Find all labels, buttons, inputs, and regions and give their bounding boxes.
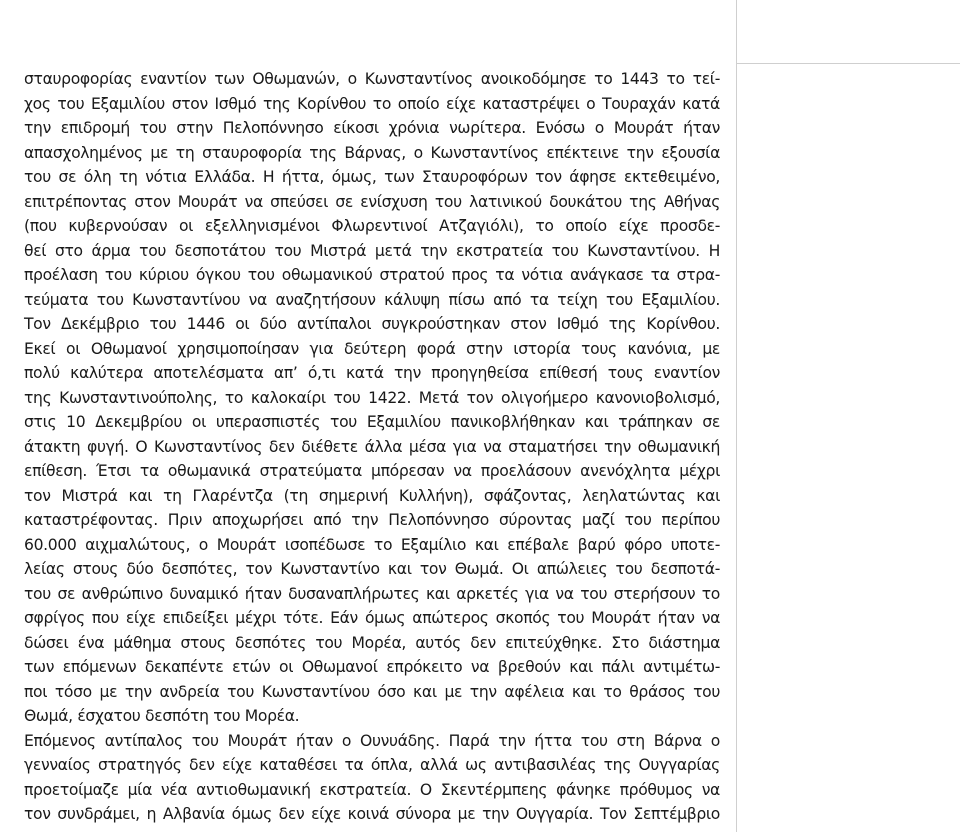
- text-line: τον Μιστρά και τη Γλαρέντζα (τη σημερινή Κυλλήνη), σφάζοντας, λεηλατώντας και: [24, 486, 720, 505]
- text-line: τον συνδράμει, η Αλβανία όμως δεν είχε κοινά σύνορα με την Ουγγαρία. Τον Σεπτέμβριο: [24, 805, 720, 823]
- page-trim-line: [736, 0, 737, 832]
- text-line: σταυροφορίας εναντίον των Οθωμανών, ο Κωνσταντίνος ανοικοδόμησε το 1443 το τεί-: [24, 70, 720, 88]
- text-line: λείας στους δύο δεσπότες, τον Κωνσταντίνο και τον Θωμά. Οι απώλειες του δεσποτά-: [24, 560, 720, 578]
- text-line: την επιδρομή του στην Πελοπόννησο είκοσι χρόνια νωρίτερα. Ενόσω ο Μουράτ ήταν: [24, 119, 720, 137]
- text-line: του σε ανθρώπινο δυναμικό ήταν δυσαναπλήρωτες και αρκετές για να του στερήσουν το: [24, 584, 720, 603]
- text-line: στις 10 Δεκεμβρίου οι υπερασπιστές του Εξαμιλίου πανικοβλήθηκαν και τράπηκαν σε: [24, 413, 720, 431]
- text-line: χος του Εξαμιλίου στον Ισθμό της Κορίνθου το οποίο είχε καταστρέψει ο Τουραχάν κατά: [24, 94, 720, 113]
- text-line: Εκεί οι Οθωμανοί χρησιμοποίησαν για δεύτερη φορά στην ιστορία τους κανόνια, με: [24, 339, 720, 358]
- text-line: προέλαση του κύριου όγκου του οθωμανικού στρατού προς τα νότια ανάγκασε τα στρα-: [24, 266, 720, 284]
- text-line: Τον Δεκέμβριο του 1446 οι δύο αντίπαλοι συγκρούστηκαν στον Ισθμό της Κορίνθου.: [24, 315, 720, 333]
- text-line: επιτρέποντας στον Μουράτ να σπεύσει σε ενίσχυση του λατινικού δουκάτου της Αθήνας: [24, 192, 720, 211]
- text-line: των επόμενων δεκαπέντε ετών οι Οθωμανοί επρόκειτο να βρεθούν και πάλι αντιμέτω-: [24, 658, 720, 676]
- text-line: καταστρέφοντας. Πριν αποχωρήσει από την Πελοπόννησο σύροντας μαζί του περίπου: [24, 511, 720, 529]
- text-line: άτακτη φυγή. Ο Κωνσταντίνος δεν διέθετε άλλα μέσα για να σταματήσει την οθωμανική: [24, 437, 720, 456]
- text-line: τεύματα του Κωνσταντίνου να αναζητήσουν κάλυψη πίσω από τα τείχη του Εξαμιλίου.: [24, 290, 720, 309]
- body-text: [24, 67, 720, 827]
- text-line: Επόμενος αντίπαλος του Μουράτ ήταν ο Ουνυάδης. Παρά την ήττα του στη Βάρνα ο: [24, 731, 720, 750]
- text-line: της Κωνσταντινούπολης, το καλοκαίρι του 1422. Μετά τον ολιγοήμερο κανονιοβολισμό,: [24, 388, 720, 407]
- text-line: θεί στο άρμα του δεσποτάτου του Μιστρά μετά την εκστρατεία του Κωνσταντίνου. Η: [24, 241, 720, 260]
- text-line: πολύ καλύτερα αποτελέσματα απ’ ό,τι κατά την προηγηθείσα επίθεσή τους εναντίον: [24, 364, 720, 382]
- text-line: Θωμά, έσχατου δεσπότη του Μορέα.: [24, 707, 300, 725]
- page-crop-line: [736, 63, 960, 64]
- text-line: απασχολημένος με τη σταυροφορία της Βάρνας, ο Κωνσταντίνος επέκτεινε την εξουσία: [24, 143, 720, 162]
- text-line: γενναίος στρατηγός δεν είχε καταθέσει τα όπλα, αλλά ως αντιβασιλέας της Ουγγαρίας: [24, 756, 720, 774]
- text-line: ποι τόσο με την ανδρεία του Κωνσταντίνου όσο και με την αφέλεια και το θράσος του: [24, 682, 720, 701]
- text-line: προετοίμαζε μία νέα αντιοθωμανική εκστρατεία. Ο Σκεντέρμπεης φάνηκε πρόθυμος να: [24, 780, 720, 799]
- text-line: 60.000 αιχμαλώτους, ο Μουράτ ισοπέδωσε το Εξαμίλιο και επέβαλε βαρύ φόρο υποτε-: [24, 535, 720, 554]
- text-line: δώσει ένα μάθημα στους δεσπότες του Μορέα, αυτός δεν επιτεύχθηκε. Στο διάστημα: [24, 633, 720, 652]
- text-line: του σε όλη τη νότια Ελλάδα. Η ήττα, όμως, των Σταυροφόρων τον άφησε εκτεθειμένο,: [24, 168, 720, 186]
- text-line: (που κυβερνούσαν οι εξελληνισμένοι Φλωρεντινοί Ατζαγιόλι), το οποίο είχε προσδε-: [24, 217, 720, 235]
- text-line: επίθεση. Έτσι τα οθωμανικά στρατεύματα μπόρεσαν να προελάσουν ανενόχλητα μέχρι: [24, 462, 720, 480]
- text-line: σφρίγος που είχε επιδείξει μέχρι τότε. Εάν όμως απώτερος σκοπός του Μουράτ ήταν να: [24, 609, 720, 627]
